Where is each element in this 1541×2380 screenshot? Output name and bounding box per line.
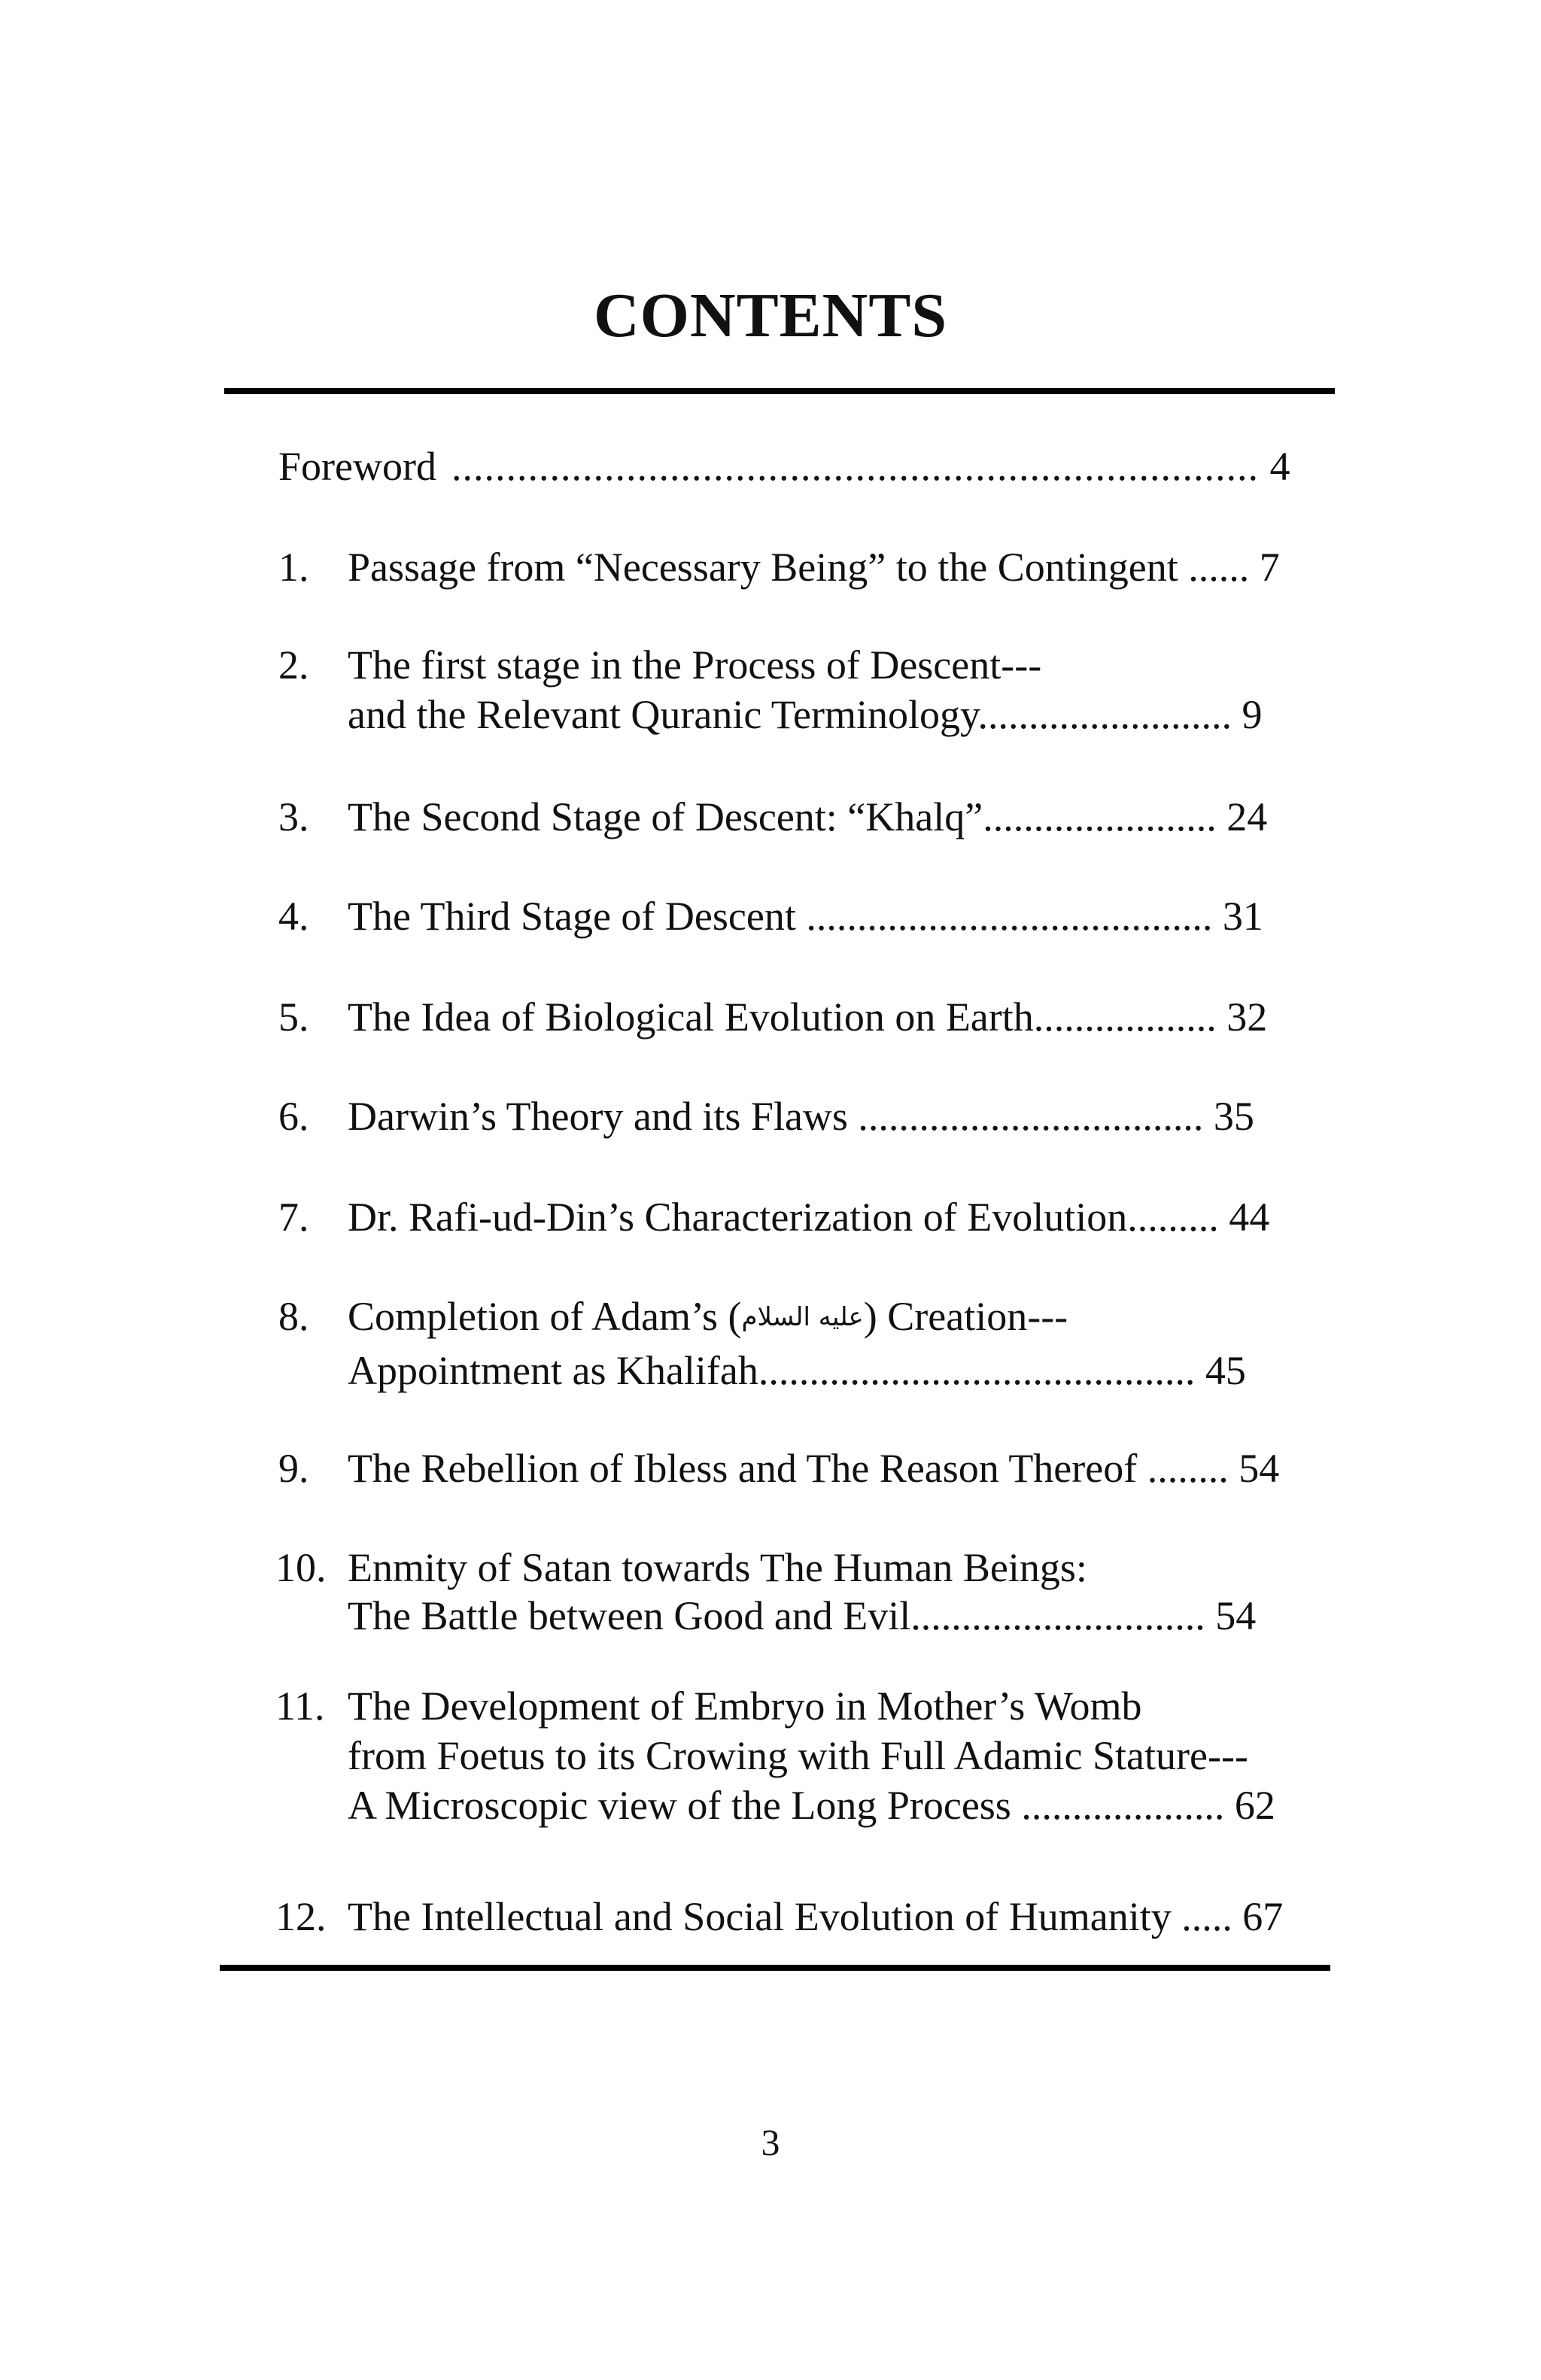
toc-entry-title-continued: and the Relevant Quranic Terminology......................... 9: [348, 692, 1263, 737]
toc-entry-title-continued: The Battle between Good and Evil............................. 54: [348, 1593, 1257, 1638]
toc-entry-title: The Second Stage of Descent: “Khalq”....................... 24: [348, 794, 1268, 839]
toc-entry-title: Dr. Rafi-ud-Din’s Characterization of Evolution......... 44: [348, 1195, 1270, 1240]
toc-entry-number: 11.: [275, 1683, 325, 1729]
toc-entry-title-part: Completion of Adam’s (: [348, 1294, 742, 1339]
honorific-glyph: عليه السلام: [741, 1302, 864, 1332]
toc-entry-leader-page: .......................................................................... 4: [451, 444, 1291, 489]
toc-entry-number: 1.: [278, 545, 309, 590]
toc-entry-title: The first stage in the Process of Descent---: [348, 642, 1042, 688]
toc-entry-number: 6.: [278, 1094, 309, 1139]
toc-entry-title-continued: from Foetus to its Crowing with Full Adamic Stature---: [348, 1733, 1248, 1778]
toc-entry-number: 3.: [278, 794, 309, 839]
toc-entry-number: 4.: [278, 894, 309, 939]
toc-entry-number: 2.: [278, 642, 309, 688]
toc-entry-number: 7.: [278, 1195, 309, 1240]
toc-entry-title-part: ) Creation---: [863, 1294, 1068, 1339]
toc-entry-title-continued: Appointment as Khalifah........................................... 45: [348, 1348, 1246, 1393]
toc-entry-number: 12.: [275, 1894, 327, 1939]
toc-entry-title: The Rebellion of Ibless and The Reason Thereof ........ 54: [348, 1446, 1280, 1491]
toc-entry-title: Passage from “Necessary Being” to the Contingent ...... 7: [348, 545, 1280, 590]
toc-entry-title: The Third Stage of Descent ........................................ 31: [348, 894, 1263, 939]
toc-entry-title: The Development of Embryo in Mother’s Womb: [348, 1683, 1142, 1729]
toc-entry-title: Enmity of Satan towards The Human Beings:: [348, 1545, 1087, 1590]
toc-entry-number: 8.: [278, 1294, 309, 1339]
toc-entry-number: 5.: [278, 994, 309, 1040]
toc-entry-title-continued: A Microscopic view of the Long Process .................... 62: [348, 1783, 1275, 1828]
toc-entry-title: [348, 1292, 1068, 1341]
toc-entry-number: 9.: [278, 1446, 309, 1491]
toc-entry-title: Foreword: [278, 444, 436, 489]
page-title: CONTENTS: [593, 281, 948, 351]
toc-entry-number: 10.: [275, 1545, 327, 1590]
page-number: 3: [761, 2121, 780, 2163]
toc-entry-title: The Intellectual and Social Evolution of Humanity ..... 67: [348, 1894, 1284, 1939]
toc-entry-title: The Idea of Biological Evolution on Earth.................. 32: [348, 994, 1268, 1040]
bottom-divider: [220, 1965, 1330, 1971]
toc-entry-title: Darwin’s Theory and its Flaws .................................. 35: [348, 1094, 1254, 1139]
